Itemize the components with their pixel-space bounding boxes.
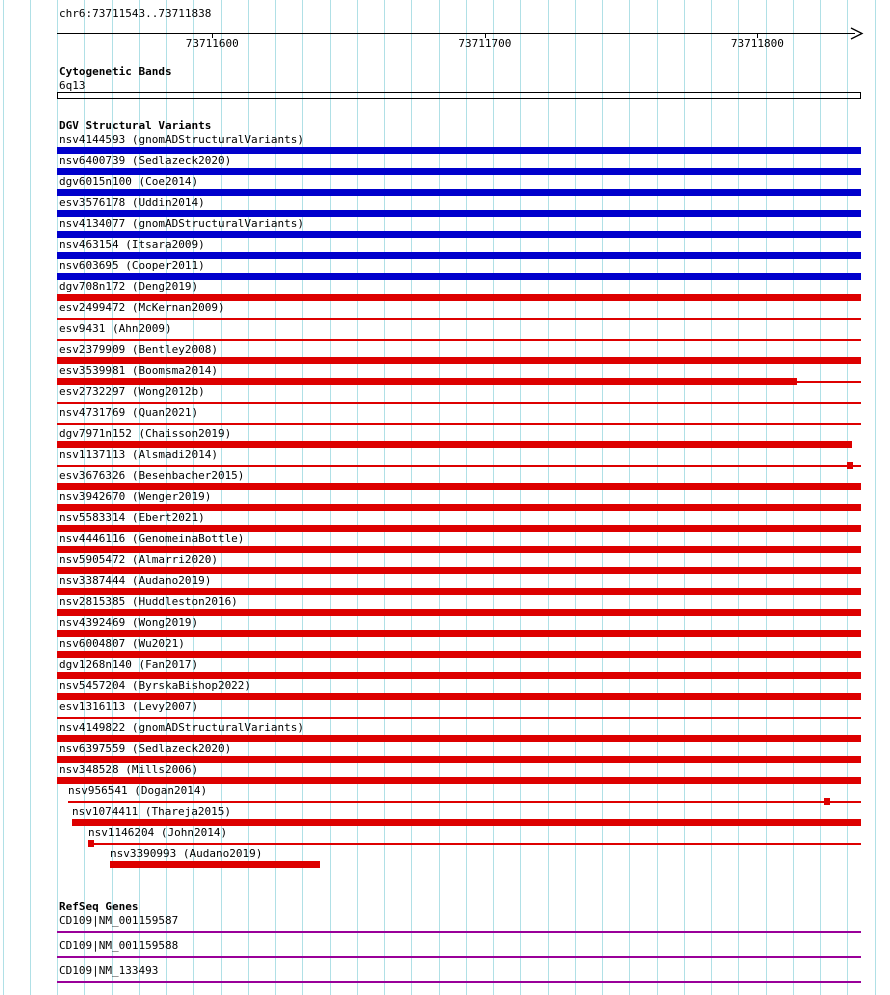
- variant-bar[interactable]: [57, 756, 861, 763]
- variant-bar[interactable]: [57, 441, 852, 448]
- gene-line[interactable]: [57, 931, 861, 933]
- variant-label[interactable]: nsv463154 (Itsara2009): [59, 238, 205, 251]
- variant-bar[interactable]: [68, 801, 861, 803]
- variant-bar[interactable]: [57, 402, 861, 404]
- ruler-tick-label: 73711800: [730, 37, 784, 50]
- variant-bar[interactable]: [57, 693, 861, 700]
- variant-label[interactable]: esv2379909 (Bentley2008): [59, 343, 218, 356]
- variant-label[interactable]: dgv1268n140 (Fan2017): [59, 658, 199, 671]
- variant-bar[interactable]: [57, 735, 861, 742]
- variant-bar[interactable]: [57, 168, 861, 175]
- variant-bar[interactable]: [57, 252, 861, 259]
- variant-label[interactable]: nsv4134077 (gnomADStructuralVariants): [59, 217, 305, 230]
- variant-label[interactable]: esv9431 (Ahn2009): [59, 322, 172, 335]
- variant-bar[interactable]: [72, 819, 861, 826]
- gridline: [3, 0, 4, 995]
- variant-bar[interactable]: [57, 378, 797, 385]
- variant-bar[interactable]: [57, 483, 861, 490]
- variant-bar[interactable]: [57, 717, 861, 719]
- variant-label[interactable]: nsv3942670 (Wenger2019): [59, 490, 212, 503]
- variant-label[interactable]: nsv3387444 (Audano2019): [59, 574, 212, 587]
- variant-bar[interactable]: [57, 339, 861, 341]
- variant-label[interactable]: nsv5905472 (Almarri2020): [59, 553, 218, 566]
- variant-label[interactable]: nsv1074411 (Thareja2015): [72, 805, 231, 818]
- refseq-title: RefSeq Genes: [59, 900, 139, 913]
- variant-label[interactable]: nsv603695 (Cooper2011): [59, 259, 205, 272]
- variant-label[interactable]: nsv1137113 (Alsmadi2014): [59, 448, 218, 461]
- variant-bar[interactable]: [797, 381, 861, 383]
- cytoband-box: [57, 92, 861, 99]
- variant-label[interactable]: dgv7971n152 (Chaisson2019): [59, 427, 232, 440]
- variant-bar[interactable]: [57, 630, 861, 637]
- cytoband-name: 6q13: [59, 79, 86, 92]
- gene-label[interactable]: CD109|NM_001159588: [59, 939, 179, 952]
- variant-bar[interactable]: [110, 861, 320, 868]
- variant-bar[interactable]: [94, 843, 861, 845]
- variant-label[interactable]: esv1316113 (Levy2007): [59, 700, 199, 713]
- variant-label[interactable]: dgv6015n100 (Coe2014): [59, 175, 199, 188]
- variant-label[interactable]: nsv956541 (Dogan2014): [68, 784, 208, 797]
- variant-bar[interactable]: [57, 465, 861, 467]
- variant-bar[interactable]: [57, 588, 861, 595]
- variant-label[interactable]: nsv4731769 (Quan2021): [59, 406, 199, 419]
- ruler-tick-label: 73711600: [185, 37, 239, 50]
- variant-label[interactable]: dgv708n172 (Deng2019): [59, 280, 199, 293]
- variant-label[interactable]: nsv4144593 (gnomADStructuralVariants): [59, 133, 305, 146]
- variant-bar[interactable]: [57, 231, 861, 238]
- variant-label[interactable]: nsv5457204 (ByrskaBishop2022): [59, 679, 252, 692]
- variant-bar[interactable]: [57, 147, 861, 154]
- variant-bar[interactable]: [57, 294, 861, 301]
- dgv-title: DGV Structural Variants: [59, 119, 212, 132]
- variant-label[interactable]: nsv6397559 (Sedlazeck2020): [59, 742, 232, 755]
- gridline: [30, 0, 31, 995]
- variant-label[interactable]: nsv4392469 (Wong2019): [59, 616, 199, 629]
- variant-bar[interactable]: [847, 462, 853, 469]
- variant-bar[interactable]: [57, 318, 861, 320]
- gene-label[interactable]: CD109|NM_001159587: [59, 914, 179, 927]
- variant-label[interactable]: nsv4149822 (gnomADStructuralVariants): [59, 721, 305, 734]
- variant-bar[interactable]: [57, 672, 861, 679]
- variant-bar[interactable]: [57, 609, 861, 616]
- variant-label[interactable]: nsv1146204 (John2014): [88, 826, 228, 839]
- variant-label[interactable]: esv3539981 (Boomsma2014): [59, 364, 218, 377]
- variant-bar[interactable]: [57, 651, 861, 658]
- variant-label[interactable]: esv3576178 (Uddin2014): [59, 196, 205, 209]
- variant-label[interactable]: nsv5583314 (Ebert2021): [59, 511, 205, 524]
- variant-label[interactable]: esv3676326 (Besenbacher2015): [59, 469, 245, 482]
- variant-bar[interactable]: [57, 567, 861, 574]
- variant-bar[interactable]: [57, 777, 861, 784]
- variant-label[interactable]: nsv3390993 (Audano2019): [110, 847, 263, 860]
- variant-label[interactable]: nsv6400739 (Sedlazeck2020): [59, 154, 232, 167]
- variant-bar[interactable]: [57, 504, 861, 511]
- variant-bar[interactable]: [57, 189, 861, 196]
- variant-label[interactable]: esv2732297 (Wong2012b): [59, 385, 205, 398]
- variant-bar[interactable]: [57, 273, 861, 280]
- variant-bar[interactable]: [57, 525, 861, 532]
- variant-bar[interactable]: [57, 210, 861, 217]
- variant-label[interactable]: nsv4446116 (GenomeinaBottle): [59, 532, 245, 545]
- gene-label[interactable]: CD109|NM_133493: [59, 964, 159, 977]
- variant-bar[interactable]: [57, 357, 861, 364]
- variant-label[interactable]: nsv6004807 (Wu2021): [59, 637, 185, 650]
- variant-label[interactable]: nsv2815385 (Huddleston2016): [59, 595, 238, 608]
- region-label: chr6:73711543..73711838: [59, 7, 212, 20]
- variant-label[interactable]: nsv348528 (Mills2006): [59, 763, 199, 776]
- gene-line[interactable]: [57, 981, 861, 983]
- variant-bar[interactable]: [824, 798, 830, 805]
- cytobands-title: Cytogenetic Bands: [59, 65, 172, 78]
- gridline: [875, 0, 876, 995]
- ruler-tick-label: 73711700: [458, 37, 512, 50]
- variant-bar[interactable]: [57, 423, 861, 425]
- ruler-line: [57, 33, 855, 34]
- gene-line[interactable]: [57, 956, 861, 958]
- variant-bar[interactable]: [57, 546, 861, 553]
- ruler-arrow-icon: [850, 27, 864, 40]
- variant-label[interactable]: esv2499472 (McKernan2009): [59, 301, 225, 314]
